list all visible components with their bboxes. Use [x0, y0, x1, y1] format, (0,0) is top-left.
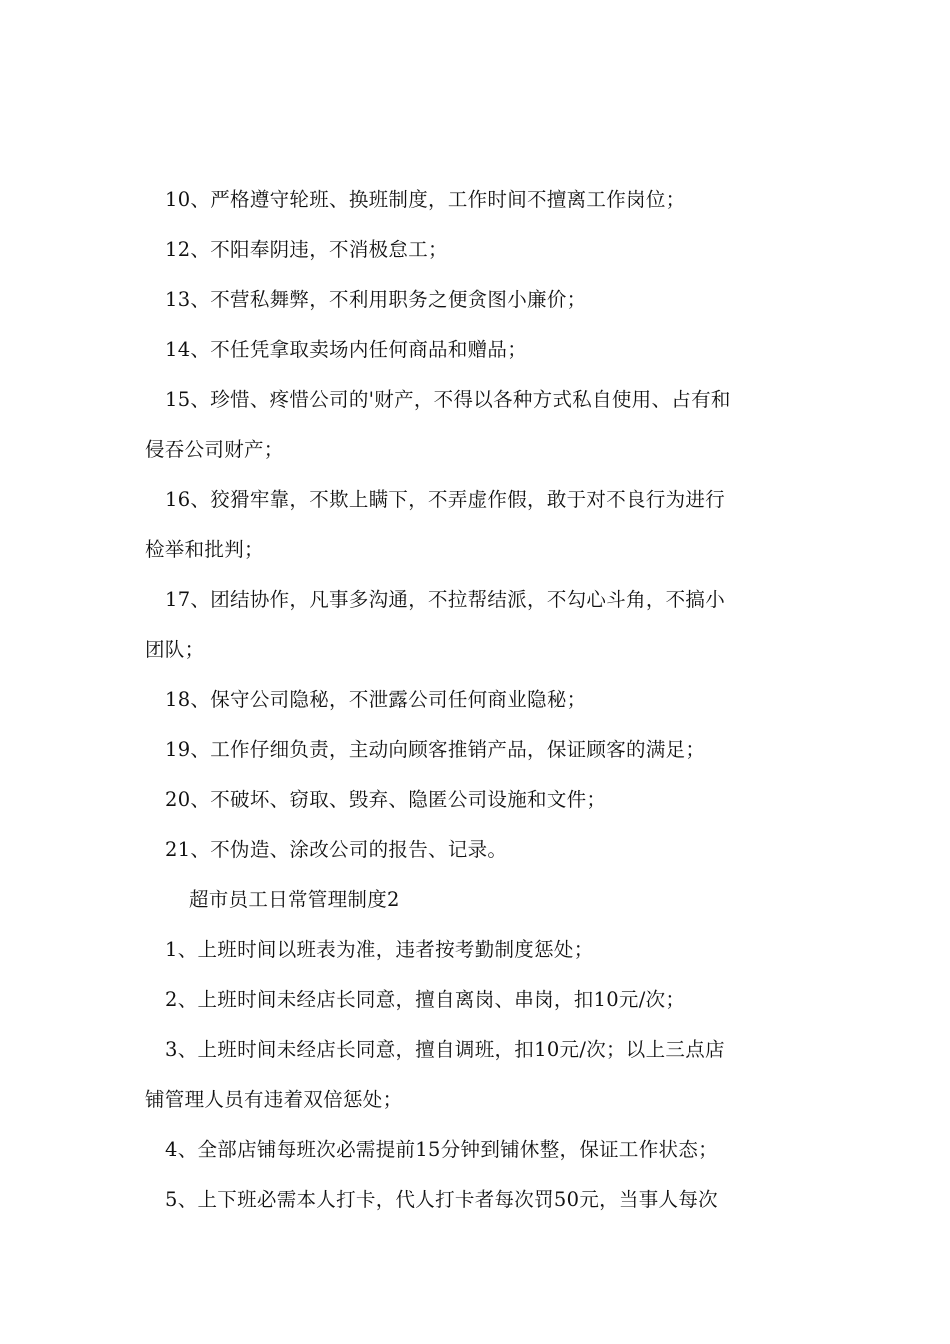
rule-line-15: 15、珍惜、疼惜公司的'财产，不得以各种方式私自使用、占有和	[165, 388, 731, 411]
rule-line-10: 10、严格遵守轮班、换班制度，工作时间不擅离工作岗位；	[165, 188, 686, 211]
rule-line-17: 17、团结协作，凡事多沟通，不拉帮结派，不勾心斗角，不搞小	[165, 588, 726, 611]
rule-line-3-cont: 铺管理人员有违着双倍惩处；	[145, 1088, 403, 1111]
rule-line-4: 4、全部店铺每班次必需提前15分钟到铺休整，保证工作状态；	[165, 1138, 718, 1161]
rule-line-14: 14、不任凭拿取卖场内任何商品和赠品；	[165, 338, 528, 361]
rule-line-19: 19、工作仔细负责，主动向顾客推销产品，保证顾客的满足；	[165, 738, 706, 761]
rule-line-16-cont: 检举和批判；	[145, 538, 264, 561]
rule-line-17-cont: 团队；	[145, 638, 205, 661]
rule-line-21: 21、不伪造、涂改公司的报告、记录。	[165, 838, 508, 861]
rule-line-12: 12、不阳奉阴违，不消极怠工；	[165, 238, 448, 261]
rule-line-16: 16、狡猾牢靠，不欺上瞒下，不弄虚作假，敢于对不良行为进行	[165, 488, 726, 511]
document-body	[145, 175, 810, 1225]
rule-line-3: 3、上班时间未经店长同意，擅自调班，扣10元/次；以上三点店	[165, 1038, 725, 1061]
rule-line-13: 13、不营私舞弊，不利用职务之便贪图小廉价；	[165, 288, 587, 311]
rule-line-1: 1、上班时间以班表为准，违者按考勤制度惩处；	[165, 938, 594, 961]
rule-line-18: 18、保守公司隐秘，不泄露公司任何商业隐秘；	[165, 688, 587, 711]
rule-line-5: 5、上下班必需本人打卡，代人打卡者每次罚50元，当事人每次	[165, 1188, 718, 1211]
section-heading: 超市员工日常管理制度2	[189, 888, 400, 911]
rule-line-20: 20、不破坏、窃取、毁弃、隐匿公司设施和文件；	[165, 788, 607, 811]
rule-line-15-cont: 侵吞公司财产；	[145, 438, 284, 461]
rule-line-2: 2、上班时间未经店长同意，擅自离岗、串岗，扣10元/次；	[165, 988, 686, 1011]
